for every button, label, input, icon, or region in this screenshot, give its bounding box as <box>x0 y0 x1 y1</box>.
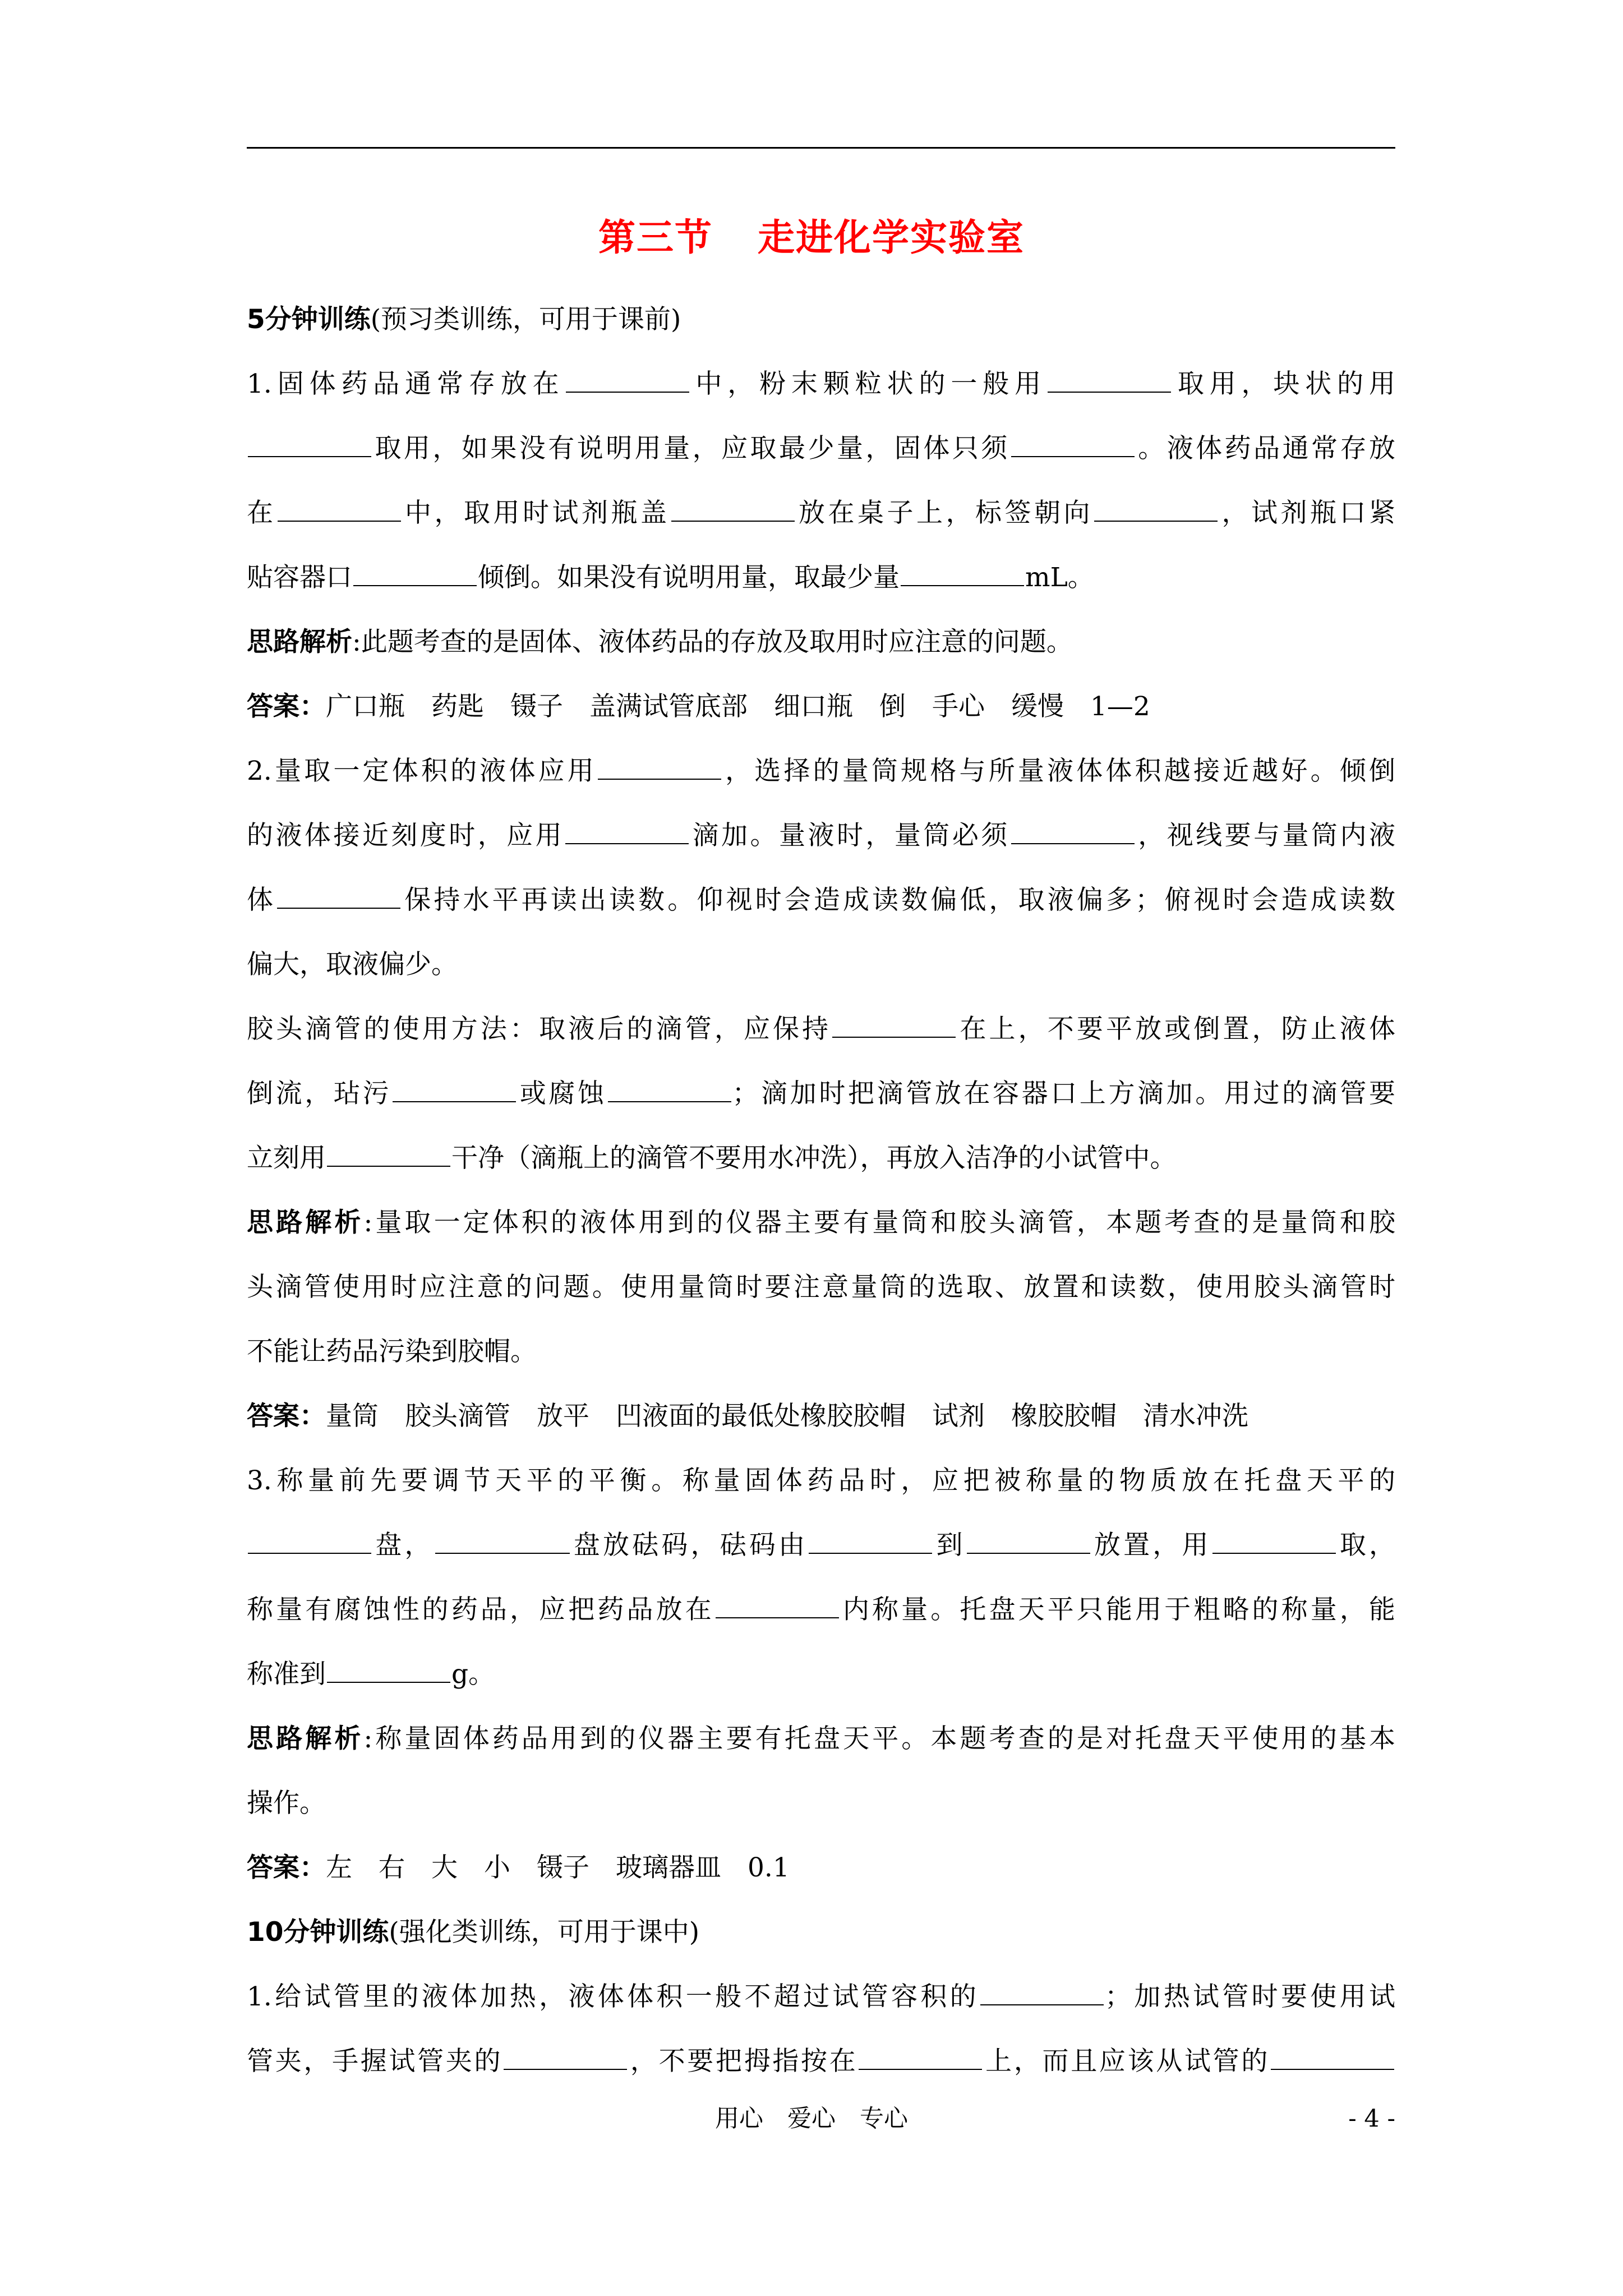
answer-blank[interactable] <box>901 585 1024 586</box>
text-segment: ，视线要与量筒内液 <box>1135 820 1395 851</box>
answer-blank[interactable] <box>327 1681 450 1683</box>
answer-blank[interactable] <box>716 1617 839 1618</box>
text-segment: ；滴加时把滴管放在容器口上方滴加。用过的滴管要 <box>732 1078 1395 1109</box>
analysis-line <box>247 1706 1395 1771</box>
answer-blank[interactable] <box>248 455 371 457</box>
answer-blank[interactable] <box>393 1101 516 1102</box>
analysis-line <box>247 1190 1395 1255</box>
text-segment: 头滴管使用时应注意的问题。使用量筒时要注意量筒的选取、放置和读数，使用胶头滴管时 <box>247 1272 1395 1303</box>
question-line <box>247 1964 1395 2029</box>
question-line <box>247 352 1395 416</box>
text-segment: 思路解析 <box>247 1723 364 1754</box>
text-segment: 答案： <box>247 691 326 722</box>
question-line <box>247 1061 1395 1126</box>
question-line <box>247 803 1395 868</box>
text-segment: 盘放砝码，砝码由 <box>570 1530 808 1561</box>
text-segment: ，试剂瓶口紧 <box>1219 498 1395 528</box>
text-segment: ，选择的量筒规格与所量液体体积越接近越好。倾倒 <box>722 756 1395 786</box>
answer-line <box>247 1835 1395 1900</box>
question-line <box>247 1513 1395 1577</box>
text-segment: 10分钟训练 <box>247 1917 389 1948</box>
text-segment: 干净（滴瓶上的滴管不要用水冲洗），再放入洁净的小试管中。 <box>451 1143 1177 1174</box>
answer-line <box>247 674 1395 739</box>
text-segment: 思路解析 <box>247 627 352 657</box>
question-line <box>247 1642 1395 1706</box>
text-segment: 贴容器口 <box>247 562 352 593</box>
question-line <box>247 1577 1395 1642</box>
answer-blank[interactable] <box>859 2068 982 2070</box>
answer-blank[interactable] <box>1094 520 1218 522</box>
answer-blank[interactable] <box>608 1101 731 1102</box>
question-line <box>247 1126 1395 1190</box>
text-segment: 放在桌子上，标签朝向 <box>795 498 1093 528</box>
page-title <box>0 212 1623 263</box>
text-segment: :量取一定体积的液体用到的仪器主要有量筒和胶头滴管，本题考查的是量筒和胶 <box>363 1207 1395 1238</box>
text-segment: 3.称量前先要调节天平的平衡。称量固体药品时，应把被称量的物质放在托盘天平的 <box>247 1465 1395 1496</box>
text-segment: 。液体药品通常存放 <box>1135 433 1395 464</box>
text-segment: 1.固体药品通常存放在 <box>247 369 565 399</box>
text-segment: 称量有腐蚀性的药品，应把药品放在 <box>247 1594 714 1625</box>
text-segment: 操作。 <box>247 1788 326 1819</box>
text-segment: 保持水平再读出读数。仰视时会造成读数偏低，取液偏多；俯视时会造成读数 <box>402 885 1395 915</box>
header-rule <box>247 147 1395 149</box>
text-segment: 盘， <box>372 1530 434 1561</box>
text-segment: 滴加。量液时，量筒必须 <box>690 820 1010 851</box>
text-segment: 不能让药品污染到胶帽。 <box>247 1336 537 1367</box>
text-segment: 广口瓶 药匙 镊子 盖满试管底部 细口瓶 倒 手心 缓慢 1—2 <box>326 691 1150 722</box>
answer-blank[interactable] <box>671 520 795 522</box>
answer-blank[interactable] <box>809 1552 932 1554</box>
analysis-line <box>247 1771 1395 1835</box>
text-segment: 偏大，取液偏少。 <box>247 949 458 980</box>
text-segment: 5分钟训练 <box>247 304 371 335</box>
question-line <box>247 739 1395 803</box>
answer-blank[interactable] <box>353 585 477 586</box>
analysis-line <box>247 1319 1395 1384</box>
text-segment: 量筒 胶头滴管 放平 凹液面的最低处橡胶胶帽 试剂 橡胶胶帽 清水冲洗 <box>326 1401 1248 1432</box>
text-segment: (强化类训练，可用于课中) <box>389 1917 700 1948</box>
text-segment: 体 <box>247 885 276 915</box>
text-segment: 2.量取一定体积的液体应用 <box>247 756 597 786</box>
answer-blank[interactable] <box>566 391 689 393</box>
answer-blank[interactable] <box>1011 843 1135 844</box>
text-segment: 取用，如果没有说明用量，应取最少量，固体只须 <box>372 433 1010 464</box>
text-segment: :称量固体药品用到的仪器主要有托盘天平。本题考查的是对托盘天平使用的基本 <box>363 1723 1395 1754</box>
text-segment: 左 右 大 小 镊子 玻璃器皿 0.1 <box>326 1852 790 1883</box>
text-segment: 的液体接近刻度时，应用 <box>247 820 565 851</box>
text-segment: mL。 <box>1025 562 1094 593</box>
text-segment: (预习类训练，可用于课前) <box>370 304 681 335</box>
text-segment: :此题考查的是固体、液体药品的存放及取用时应注意的问题。 <box>352 627 1073 657</box>
answer-line <box>247 1384 1395 1448</box>
analysis-line <box>247 610 1395 674</box>
text-segment: 称准到 <box>247 1659 326 1690</box>
answer-blank[interactable] <box>278 520 401 522</box>
analysis-line <box>247 1255 1395 1319</box>
text-segment: 到 <box>933 1530 966 1561</box>
text-segment: 思路解析 <box>247 1207 364 1238</box>
text-segment: 1.给试管里的液体加热，液体体积一般不超过试管容积的 <box>247 1981 980 2012</box>
question-line <box>247 545 1395 610</box>
question-line <box>247 932 1395 997</box>
text-segment: g。 <box>451 1659 495 1690</box>
answer-blank[interactable] <box>598 778 721 780</box>
question-line <box>247 481 1395 545</box>
text-segment: 第三节 <box>598 215 713 259</box>
text-segment: 胶头滴管的使用方法：取液后的滴管，应保持 <box>247 1014 832 1045</box>
question-line <box>247 868 1395 932</box>
text-segment: 倾倒。如果没有说明用量，取最少量 <box>478 562 900 593</box>
text-segment: 或腐蚀 <box>517 1078 607 1109</box>
text-segment: 答案： <box>247 1401 326 1432</box>
answer-blank[interactable] <box>980 2004 1104 2005</box>
text-segment: ，不要把拇指按在 <box>628 2046 858 2077</box>
question-line <box>247 997 1395 1061</box>
section-heading <box>247 1900 1395 1964</box>
text-segment: 取用，块状的用 <box>1172 369 1395 399</box>
answer-blank[interactable] <box>327 1165 450 1167</box>
answer-blank[interactable] <box>277 907 400 909</box>
text-segment: 答案： <box>247 1852 326 1883</box>
text-segment: 中，取用时试剂瓶盖 <box>402 498 670 528</box>
answer-blank[interactable] <box>565 843 689 844</box>
exercise-content <box>247 287 1395 2093</box>
answer-blank[interactable] <box>435 1552 570 1554</box>
answer-blank[interactable] <box>967 1552 1090 1554</box>
section-heading <box>247 287 1395 352</box>
footer-motto: 用心 爱心 专心 <box>715 2105 908 2133</box>
text-segment: 倒流，玷污 <box>247 1078 392 1109</box>
text-segment: 取， <box>1336 1530 1395 1561</box>
text-segment: 上，而且应该从试管的 <box>983 2046 1270 2077</box>
text-segment: 管夹，手握试管夹的 <box>247 2046 503 2077</box>
page-number: - 4 - <box>1348 2105 1395 2133</box>
answer-blank[interactable] <box>1212 1552 1336 1554</box>
text-segment: 放置，用 <box>1091 1530 1211 1561</box>
question-line <box>247 2029 1395 2093</box>
answer-blank[interactable] <box>1011 455 1135 457</box>
answer-blank[interactable] <box>1048 391 1171 393</box>
answer-blank[interactable] <box>248 1552 371 1554</box>
answer-blank[interactable] <box>1271 2068 1394 2070</box>
answer-blank[interactable] <box>832 1036 956 1038</box>
text-segment: 内称量。托盘天平只能用于粗略的称量，能 <box>840 1594 1395 1625</box>
text-segment: 走进化学实验室 <box>758 215 1025 259</box>
question-line <box>247 416 1395 481</box>
answer-blank[interactable] <box>504 2068 627 2070</box>
text-segment: 立刻用 <box>247 1143 326 1174</box>
text-segment: 中，粉末颗粒状的一般用 <box>690 369 1046 399</box>
text-segment: 在上，不要平放或倒置，防止液体 <box>957 1014 1395 1045</box>
text-segment: 在 <box>247 498 276 528</box>
text-segment: ；加热试管时要使用试 <box>1105 1981 1395 2012</box>
question-line <box>247 1448 1395 1513</box>
